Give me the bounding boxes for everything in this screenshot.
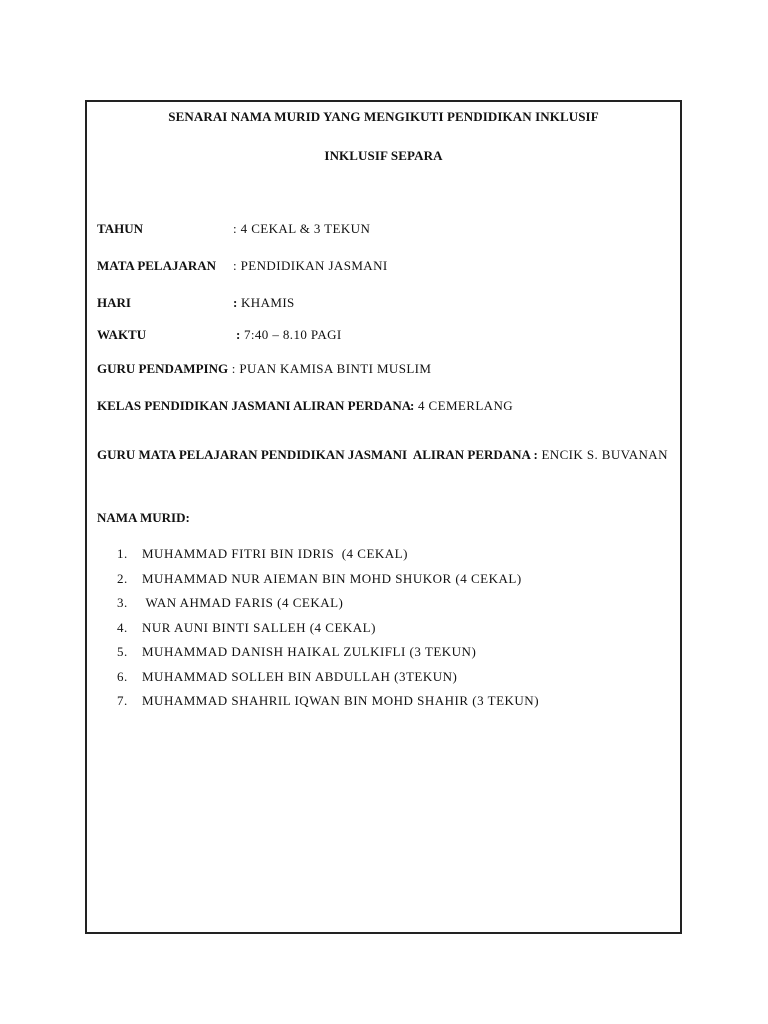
list-item-name: MUHAMMAD SHAHRIL IQWAN BIN MOHD SHAHIR (3 TEKUN) <box>142 693 540 708</box>
list-item-name: MUHAMMAD NUR AIEMAN BIN MOHD SHUKOR (4 CEKAL) <box>142 570 522 586</box>
field-kelas <box>97 398 513 414</box>
list-item-number: 2. <box>117 570 128 586</box>
field-hari-separator: : <box>233 295 238 310</box>
list-item-number: 5. <box>117 644 128 659</box>
field-hari <box>97 295 295 311</box>
field-waktu-value: 7:40 – 8.10 PAGI <box>240 327 342 342</box>
field-mata-pelajaran-label: MATA PELAJARAN <box>97 258 217 273</box>
document-frame <box>85 100 682 934</box>
field-guru-pendamping-value: : PUAN KAMISA BINTI MUSLIM <box>228 361 432 376</box>
list-item-name: MUHAMMAD FITRI BIN IDRIS (4 CEKAL) <box>142 546 408 561</box>
nama-murid-heading <box>97 510 190 526</box>
student-list <box>117 546 539 718</box>
field-guru-pendamping <box>97 361 431 377</box>
field-kelas-label: KELAS PENDIDIKAN JASMANI ALIRAN PERDANA <box>97 398 412 413</box>
document-title: SENARAI NAMA MURID YANG MENGIKUTI PENDIDIKAN INKLUSIF <box>168 109 599 124</box>
list-item-number: 3. <box>117 595 128 610</box>
list-item <box>117 546 539 571</box>
list-item <box>117 644 539 669</box>
field-guru-mata-pelajaran-value: ENCIK S. BUVANAN <box>537 447 668 462</box>
field-kelas-separator: : <box>410 398 415 413</box>
field-tahun <box>97 221 370 237</box>
list-item-name: MUHAMMAD DANISH HAIKAL ZULKIFLI (3 TEKUN) <box>142 644 477 659</box>
list-item <box>117 620 539 645</box>
field-waktu <box>97 327 342 343</box>
list-item-number: 6. <box>117 668 128 684</box>
field-tahun-label: TAHUN <box>97 221 143 236</box>
field-waktu-label: WAKTU <box>97 327 147 342</box>
field-guru-mata-pelajaran <box>97 447 668 463</box>
list-item-name: MUHAMMAD SOLLEH BIN ABDULLAH (3TEKUN) <box>142 668 458 684</box>
field-guru-mata-pelajaran-label: GURU MATA PELAJARAN PENDIDIKAN JASMANI ALIRAN PERDANA : <box>97 447 538 462</box>
nama-murid-label: NAMA MURID: <box>97 510 190 525</box>
list-item-name: NUR AUNI BINTI SALLEH (4 CEKAL) <box>142 619 376 635</box>
field-hari-value: KHAMIS <box>237 295 295 310</box>
document-subtitle: INKLUSIF SEPARA <box>324 148 443 163</box>
list-item-name: WAN AHMAD FARIS (4 CEKAL) <box>142 595 344 610</box>
list-item-number: 4. <box>117 619 128 635</box>
list-item <box>117 571 539 596</box>
list-item-number: 7. <box>117 693 128 708</box>
field-guru-pendamping-label: GURU PENDAMPING <box>97 361 229 376</box>
field-mata-pelajaran <box>97 258 388 274</box>
field-mata-pelajaran-value: : PENDIDIKAN JASMANI <box>233 258 388 273</box>
field-hari-label: HARI <box>97 295 131 310</box>
field-waktu-separator: : <box>236 327 241 342</box>
list-item <box>117 595 539 620</box>
list-item <box>117 669 539 694</box>
field-tahun-value: : 4 CEKAL & 3 TEKUN <box>233 221 371 236</box>
field-kelas-value: 4 CEMERLANG <box>414 398 514 413</box>
list-item-number: 1. <box>117 546 128 561</box>
list-item <box>117 693 539 718</box>
